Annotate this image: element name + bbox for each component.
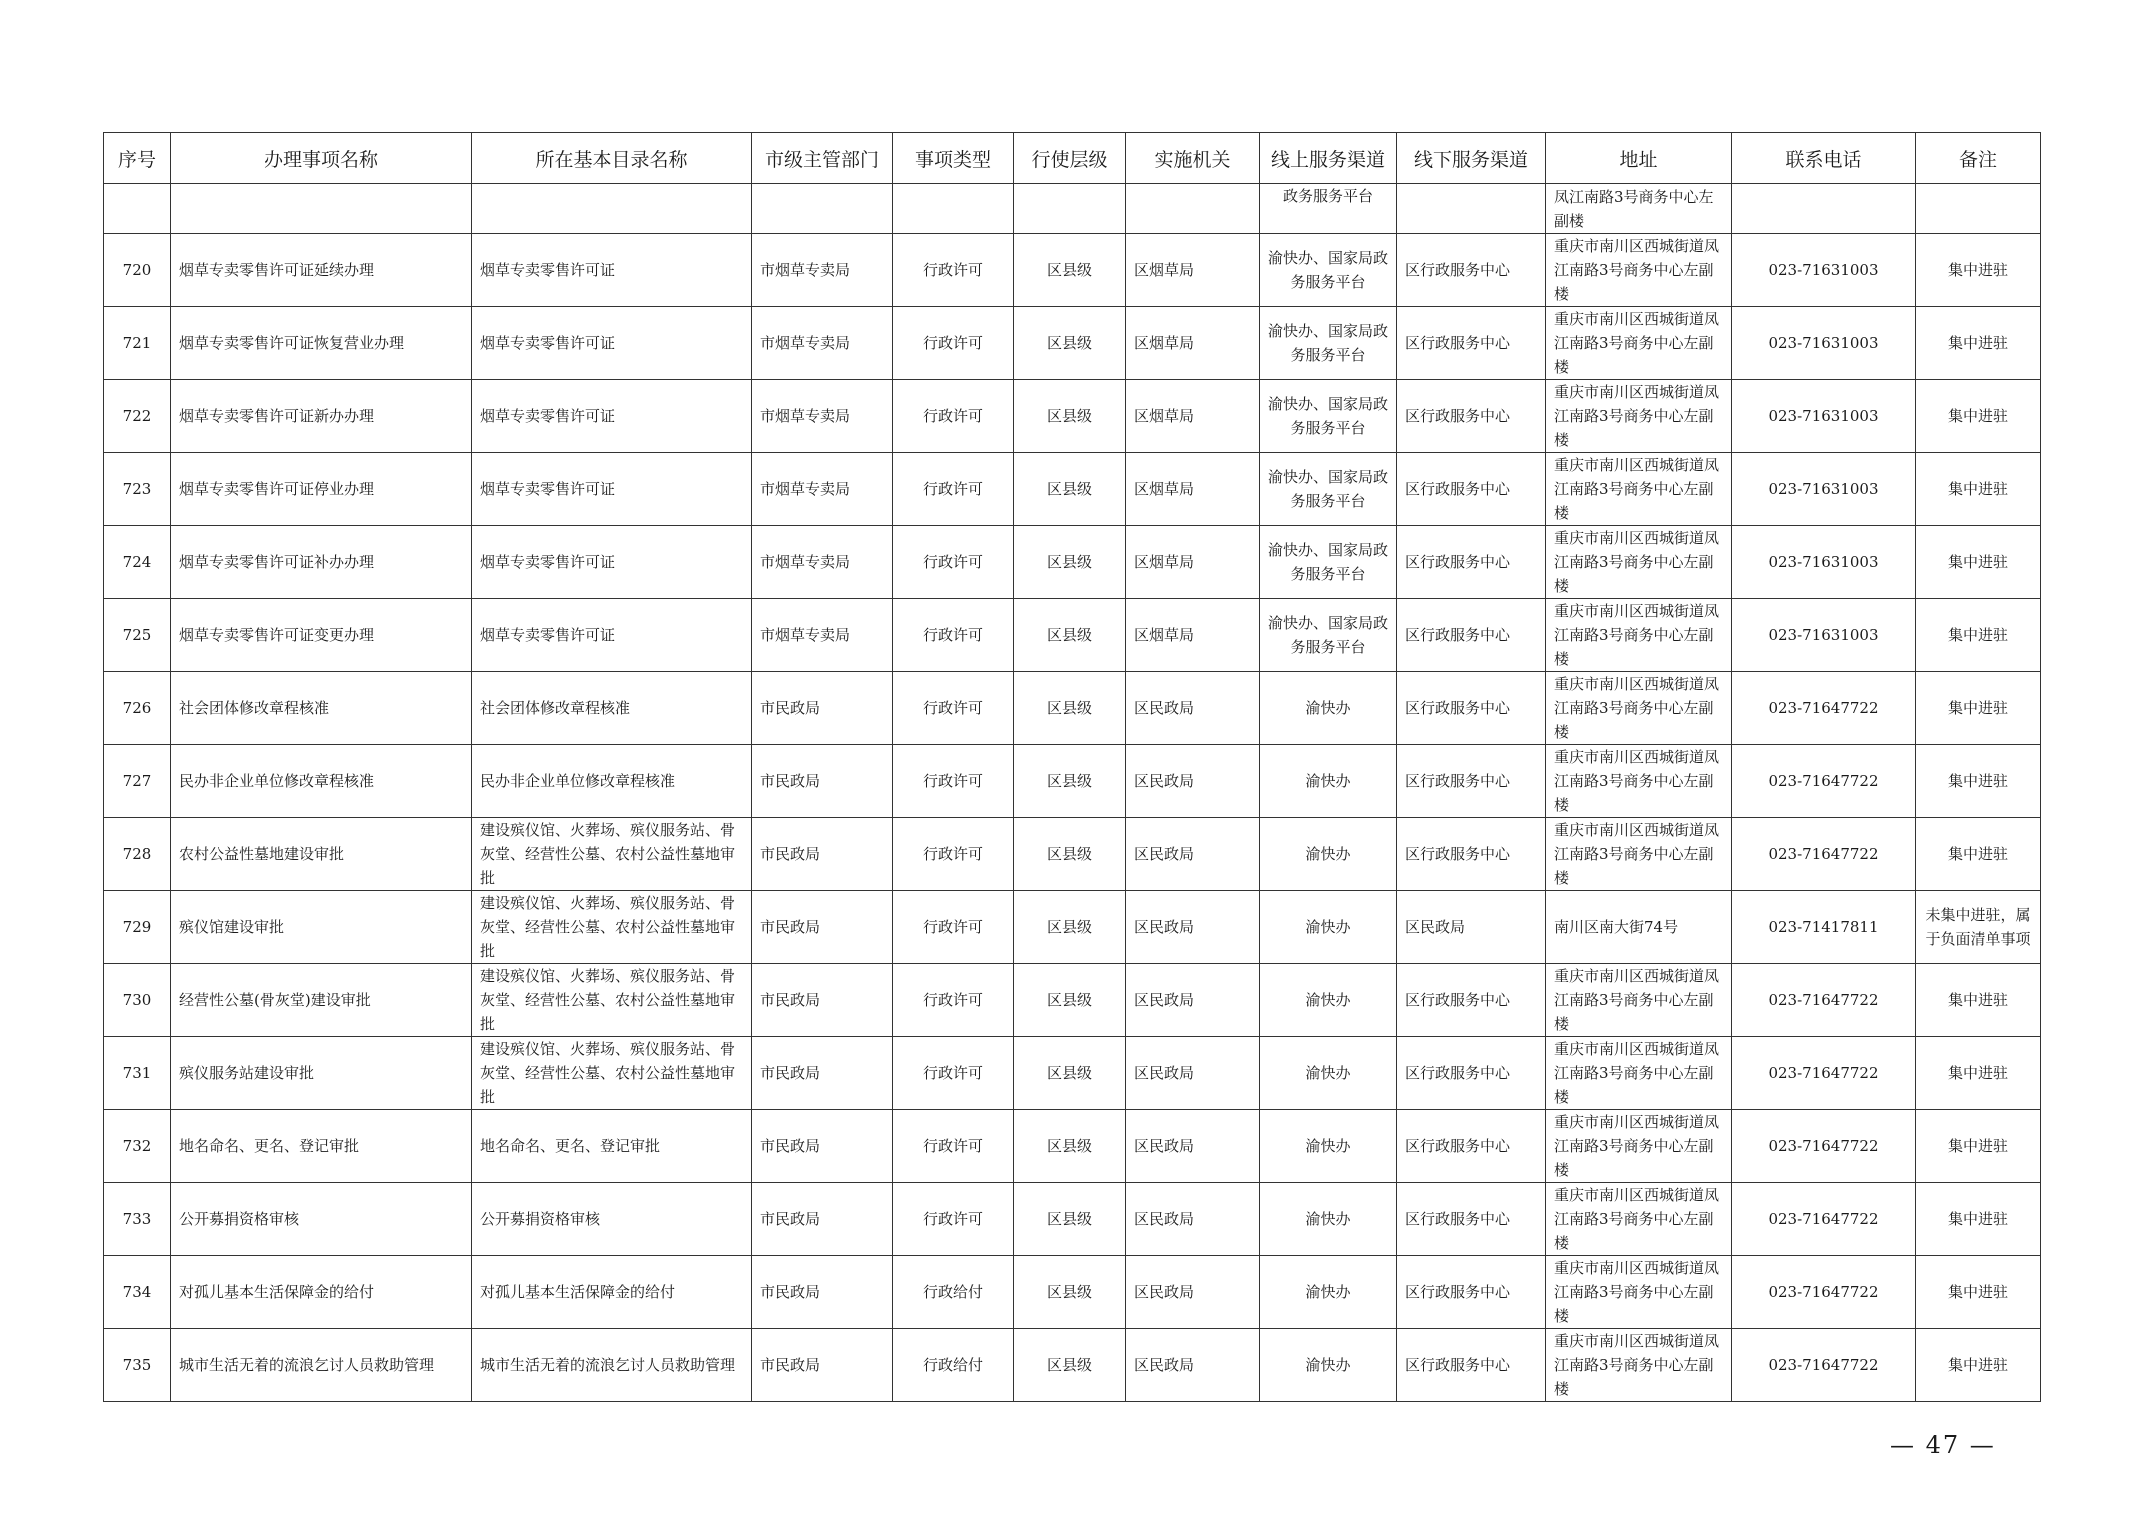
cell-note: 集中进驻	[1916, 1329, 2041, 1402]
cell-item-type: 行政许可	[893, 526, 1014, 599]
cell-no: 725	[104, 599, 171, 672]
page-number: — 47 —	[1890, 1431, 1996, 1459]
cell-level: 区县级	[1014, 818, 1126, 891]
header-no: 序号	[104, 133, 171, 184]
cell-online-channel: 渝快办	[1260, 1256, 1397, 1329]
cell-catalog-name: 烟草专卖零售许可证	[472, 599, 752, 672]
cell-city-dept: 市民政局	[752, 891, 893, 964]
cell-phone: 023-71631003	[1732, 599, 1916, 672]
header-city-dept: 市级主管部门	[752, 133, 893, 184]
cell-address: 南川区南大街74号	[1546, 891, 1732, 964]
cell-note: 集中进驻	[1916, 599, 2041, 672]
header-phone: 联系电话	[1732, 133, 1916, 184]
cell-online-channel: 渝快办、国家局政务服务平台	[1260, 599, 1397, 672]
cell-level: 区县级	[1014, 234, 1126, 307]
table-row	[104, 1183, 2041, 1256]
cell-phone: 023-71417811	[1732, 891, 1916, 964]
cell-online-channel: 渝快办、国家局政务服务平台	[1260, 453, 1397, 526]
cell-address: 重庆市南川区西城街道凤江南路3号商务中心左副楼	[1546, 818, 1732, 891]
cell-item-name: 农村公益性墓地建设审批	[171, 818, 472, 891]
cell-phone: 023-71631003	[1732, 526, 1916, 599]
cell-level: 区县级	[1014, 1256, 1126, 1329]
header-address: 地址	[1546, 133, 1732, 184]
cell-level: 区县级	[1014, 672, 1126, 745]
cell-online-channel: 渝快办	[1260, 1110, 1397, 1183]
cell-offline-channel: 区行政服务中心	[1397, 234, 1546, 307]
cell-address: 重庆市南川区西城街道凤江南路3号商务中心左副楼	[1546, 745, 1732, 818]
cell-no: 720	[104, 234, 171, 307]
cell-agency: 区民政局	[1126, 1256, 1260, 1329]
cell-catalog-name: 建设殡仪馆、火葬场、殡仪服务站、骨灰堂、经营性公墓、农村公益性墓地审批	[472, 818, 752, 891]
table-row	[104, 672, 2041, 745]
cell-catalog-name: 烟草专卖零售许可证	[472, 526, 752, 599]
cell-address: 重庆市南川区西城街道凤江南路3号商务中心左副楼	[1546, 453, 1732, 526]
cell-catalog-name: 烟草专卖零售许可证	[472, 307, 752, 380]
cell-item-name: 烟草专卖零售许可证恢复营业办理	[171, 307, 472, 380]
cell-agency: 区民政局	[1126, 1110, 1260, 1183]
cell-item-type: 行政许可	[893, 599, 1014, 672]
cell-no: 735	[104, 1329, 171, 1402]
cell-city-dept: 市烟草专卖局	[752, 526, 893, 599]
service-items-table	[103, 132, 2041, 1402]
cell-item-type: 行政给付	[893, 1256, 1014, 1329]
cell-catalog-name: 城市生活无着的流浪乞讨人员救助管理	[472, 1329, 752, 1402]
cell-offline-channel: 区行政服务中心	[1397, 1037, 1546, 1110]
cell-phone: 023-71631003	[1732, 307, 1916, 380]
table-row	[104, 380, 2041, 453]
cell-item-type: 行政许可	[893, 818, 1014, 891]
cell-catalog-name: 对孤儿基本生活保障金的给付	[472, 1256, 752, 1329]
cell-empty	[104, 184, 171, 234]
cell-item-type: 行政许可	[893, 672, 1014, 745]
cell-city-dept: 市烟草专卖局	[752, 380, 893, 453]
cell-address: 重庆市南川区西城街道凤江南路3号商务中心左副楼	[1546, 964, 1732, 1037]
cell-catalog-name: 民办非企业单位修改章程核准	[472, 745, 752, 818]
cell-item-type: 行政许可	[893, 453, 1014, 526]
cell-empty	[1397, 184, 1546, 234]
cell-item-type: 行政许可	[893, 1183, 1014, 1256]
table-row	[104, 745, 2041, 818]
cell-city-dept: 市民政局	[752, 1256, 893, 1329]
cell-item-name: 公开募捐资格审核	[171, 1183, 472, 1256]
cell-level: 区县级	[1014, 1183, 1126, 1256]
cell-note: 集中进驻	[1916, 1256, 2041, 1329]
table-row	[104, 818, 2041, 891]
cell-no: 721	[104, 307, 171, 380]
cell-note: 集中进驻	[1916, 1037, 2041, 1110]
cell-agency: 区民政局	[1126, 745, 1260, 818]
cell-item-type: 行政许可	[893, 745, 1014, 818]
cell-empty	[752, 184, 893, 234]
cell-offline-channel: 区行政服务中心	[1397, 964, 1546, 1037]
cell-item-name: 烟草专卖零售许可证停业办理	[171, 453, 472, 526]
cell-catalog-name: 建设殡仪馆、火葬场、殡仪服务站、骨灰堂、经营性公墓、农村公益性墓地审批	[472, 1037, 752, 1110]
cell-phone: 023-71647722	[1732, 1329, 1916, 1402]
cell-empty	[893, 184, 1014, 234]
cell-address: 重庆市南川区西城街道凤江南路3号商务中心左副楼	[1546, 1110, 1732, 1183]
cell-online-channel: 渝快办	[1260, 891, 1397, 964]
cell-agency: 区烟草局	[1126, 599, 1260, 672]
cell-agency: 区烟草局	[1126, 380, 1260, 453]
cell-catalog-name: 建设殡仪馆、火葬场、殡仪服务站、骨灰堂、经营性公墓、农村公益性墓地审批	[472, 891, 752, 964]
cell-address: 重庆市南川区西城街道凤江南路3号商务中心左副楼	[1546, 380, 1732, 453]
cell-agency: 区民政局	[1126, 1037, 1260, 1110]
cell-agency: 区民政局	[1126, 891, 1260, 964]
cell-phone: 023-71647722	[1732, 1256, 1916, 1329]
table-row	[104, 1037, 2041, 1110]
cell-empty	[1916, 184, 2041, 234]
cell-level: 区县级	[1014, 964, 1126, 1037]
cell-no: 731	[104, 1037, 171, 1110]
cell-note: 集中进驻	[1916, 745, 2041, 818]
cell-note: 集中进驻	[1916, 453, 2041, 526]
cell-no: 723	[104, 453, 171, 526]
cell-online-channel: 渝快办	[1260, 1037, 1397, 1110]
cell-offline-channel: 区行政服务中心	[1397, 380, 1546, 453]
cell-phone: 023-71631003	[1732, 234, 1916, 307]
header-item-type: 事项类型	[893, 133, 1014, 184]
cell-phone: 023-71647722	[1732, 818, 1916, 891]
cell-item-type: 行政许可	[893, 307, 1014, 380]
cell-city-dept: 市烟草专卖局	[752, 234, 893, 307]
table-row	[104, 234, 2041, 307]
cell-catalog-name: 建设殡仪馆、火葬场、殡仪服务站、骨灰堂、经营性公墓、农村公益性墓地审批	[472, 964, 752, 1037]
cell-offline-channel: 区行政服务中心	[1397, 818, 1546, 891]
cell-agency: 区民政局	[1126, 1329, 1260, 1402]
header-catalog-name: 所在基本目录名称	[472, 133, 752, 184]
cell-offline-channel: 区行政服务中心	[1397, 745, 1546, 818]
header-item-name: 办理事项名称	[171, 133, 472, 184]
cell-level: 区县级	[1014, 745, 1126, 818]
cell-no: 728	[104, 818, 171, 891]
cell-online-channel: 渝快办	[1260, 964, 1397, 1037]
cell-level: 区县级	[1014, 599, 1126, 672]
cell-city-dept: 市烟草专卖局	[752, 453, 893, 526]
cell-item-type: 行政许可	[893, 964, 1014, 1037]
cell-phone: 023-71647722	[1732, 1037, 1916, 1110]
table-row	[104, 964, 2041, 1037]
cell-level: 区县级	[1014, 1329, 1126, 1402]
cell-note: 集中进驻	[1916, 307, 2041, 380]
cell-level: 区县级	[1014, 526, 1126, 599]
cell-offline-channel: 区民政局	[1397, 891, 1546, 964]
cell-no: 727	[104, 745, 171, 818]
cell-phone: 023-71647722	[1732, 1183, 1916, 1256]
cell-item-name: 烟草专卖零售许可证补办办理	[171, 526, 472, 599]
cell-agency: 区烟草局	[1126, 307, 1260, 380]
cell-online-channel: 渝快办	[1260, 745, 1397, 818]
cell-note: 集中进驻	[1916, 234, 2041, 307]
cell-item-name: 对孤儿基本生活保障金的给付	[171, 1256, 472, 1329]
cell-no: 722	[104, 380, 171, 453]
cell-offline-channel: 区行政服务中心	[1397, 672, 1546, 745]
cell-address: 重庆市南川区西城街道凤江南路3号商务中心左副楼	[1546, 672, 1732, 745]
header-level: 行使层级	[1014, 133, 1126, 184]
cell-item-name: 烟草专卖零售许可证新办办理	[171, 380, 472, 453]
cell-city-dept: 市烟草专卖局	[752, 599, 893, 672]
cell-item-type: 行政给付	[893, 1329, 1014, 1402]
table-row	[104, 1329, 2041, 1402]
table-row	[104, 599, 2041, 672]
cell-address: 重庆市南川区西城街道凤江南路3号商务中心左副楼	[1546, 526, 1732, 599]
cell-item-name: 烟草专卖零售许可证变更办理	[171, 599, 472, 672]
table-row-continued	[104, 184, 2041, 234]
cell-city-dept: 市民政局	[752, 745, 893, 818]
cell-city-dept: 市烟草专卖局	[752, 307, 893, 380]
cell-item-type: 行政许可	[893, 1110, 1014, 1183]
cell-city-dept: 市民政局	[752, 1110, 893, 1183]
table-row	[104, 1110, 2041, 1183]
cell-address: 凤江南路3号商务中心左副楼	[1546, 184, 1732, 234]
header-offline-channel: 线下服务渠道	[1397, 133, 1546, 184]
cell-note: 集中进驻	[1916, 1110, 2041, 1183]
cell-item-type: 行政许可	[893, 891, 1014, 964]
cell-catalog-name: 公开募捐资格审核	[472, 1183, 752, 1256]
cell-offline-channel: 区行政服务中心	[1397, 1329, 1546, 1402]
table-row	[104, 307, 2041, 380]
cell-agency: 区烟草局	[1126, 526, 1260, 599]
cell-empty	[1014, 184, 1126, 234]
cell-online-channel: 渝快办、国家局政务服务平台	[1260, 380, 1397, 453]
cell-online-channel: 渝快办	[1260, 1183, 1397, 1256]
cell-online-channel: 渝快办	[1260, 1329, 1397, 1402]
cell-catalog-name: 地名命名、更名、登记审批	[472, 1110, 752, 1183]
cell-item-name: 经营性公墓(骨灰堂)建设审批	[171, 964, 472, 1037]
cell-phone: 023-71647722	[1732, 1110, 1916, 1183]
table-row	[104, 526, 2041, 599]
header-note: 备注	[1916, 133, 2041, 184]
cell-empty	[472, 184, 752, 234]
cell-no: 726	[104, 672, 171, 745]
cell-note: 未集中进驻，属于负面清单事项	[1916, 891, 2041, 964]
cell-phone: 023-71631003	[1732, 380, 1916, 453]
cell-item-name: 殡仪馆建设审批	[171, 891, 472, 964]
cell-online-channel: 渝快办、国家局政务服务平台	[1260, 234, 1397, 307]
service-items-table-container	[103, 132, 2040, 1402]
header-agency: 实施机关	[1126, 133, 1260, 184]
cell-city-dept: 市民政局	[752, 964, 893, 1037]
cell-level: 区县级	[1014, 453, 1126, 526]
cell-phone: 023-71647722	[1732, 745, 1916, 818]
cell-agency: 区民政局	[1126, 964, 1260, 1037]
cell-item-name: 城市生活无着的流浪乞讨人员救助管理	[171, 1329, 472, 1402]
cell-item-name: 殡仪服务站建设审批	[171, 1037, 472, 1110]
cell-address: 重庆市南川区西城街道凤江南路3号商务中心左副楼	[1546, 1256, 1732, 1329]
cell-phone: 023-71647722	[1732, 672, 1916, 745]
cell-city-dept: 市民政局	[752, 1183, 893, 1256]
table-row	[104, 453, 2041, 526]
cell-city-dept: 市民政局	[752, 1037, 893, 1110]
cell-item-type: 行政许可	[893, 234, 1014, 307]
cell-offline-channel: 区行政服务中心	[1397, 307, 1546, 380]
cell-no: 732	[104, 1110, 171, 1183]
cell-note: 集中进驻	[1916, 526, 2041, 599]
cell-online-channel: 渝快办	[1260, 818, 1397, 891]
table-row	[104, 1256, 2041, 1329]
cell-empty	[1126, 184, 1260, 234]
cell-note: 集中进驻	[1916, 818, 2041, 891]
cell-address: 重庆市南川区西城街道凤江南路3号商务中心左副楼	[1546, 1037, 1732, 1110]
cell-online-channel: 政务服务平台	[1260, 184, 1397, 234]
cell-note: 集中进驻	[1916, 672, 2041, 745]
cell-level: 区县级	[1014, 891, 1126, 964]
cell-item-type: 行政许可	[893, 1037, 1014, 1110]
cell-agency: 区民政局	[1126, 1183, 1260, 1256]
cell-city-dept: 市民政局	[752, 818, 893, 891]
cell-level: 区县级	[1014, 380, 1126, 453]
cell-address: 重庆市南川区西城街道凤江南路3号商务中心左副楼	[1546, 599, 1732, 672]
cell-offline-channel: 区行政服务中心	[1397, 526, 1546, 599]
cell-city-dept: 市民政局	[752, 1329, 893, 1402]
cell-catalog-name: 烟草专卖零售许可证	[472, 234, 752, 307]
cell-item-name: 地名命名、更名、登记审批	[171, 1110, 472, 1183]
cell-online-channel: 渝快办、国家局政务服务平台	[1260, 307, 1397, 380]
cell-agency: 区烟草局	[1126, 453, 1260, 526]
cell-offline-channel: 区行政服务中心	[1397, 453, 1546, 526]
cell-no: 730	[104, 964, 171, 1037]
cell-note: 集中进驻	[1916, 380, 2041, 453]
cell-phone: 023-71631003	[1732, 453, 1916, 526]
cell-address: 重庆市南川区西城街道凤江南路3号商务中心左副楼	[1546, 1329, 1732, 1402]
cell-empty	[1732, 184, 1916, 234]
cell-agency: 区烟草局	[1126, 234, 1260, 307]
cell-level: 区县级	[1014, 307, 1126, 380]
cell-no: 733	[104, 1183, 171, 1256]
table-header	[104, 133, 2041, 184]
cell-address: 重庆市南川区西城街道凤江南路3号商务中心左副楼	[1546, 1183, 1732, 1256]
cell-address: 重庆市南川区西城街道凤江南路3号商务中心左副楼	[1546, 234, 1732, 307]
cell-empty	[171, 184, 472, 234]
cell-no: 734	[104, 1256, 171, 1329]
cell-agency: 区民政局	[1126, 818, 1260, 891]
table-row	[104, 891, 2041, 964]
cell-phone: 023-71647722	[1732, 964, 1916, 1037]
cell-note: 集中进驻	[1916, 1183, 2041, 1256]
cell-city-dept: 市民政局	[752, 672, 893, 745]
cell-online-channel: 渝快办、国家局政务服务平台	[1260, 526, 1397, 599]
cell-offline-channel: 区行政服务中心	[1397, 1256, 1546, 1329]
cell-online-channel: 渝快办	[1260, 672, 1397, 745]
cell-offline-channel: 区行政服务中心	[1397, 1110, 1546, 1183]
cell-level: 区县级	[1014, 1037, 1126, 1110]
table-body	[104, 184, 2041, 1402]
cell-no: 729	[104, 891, 171, 964]
cell-catalog-name: 烟草专卖零售许可证	[472, 380, 752, 453]
cell-item-name: 社会团体修改章程核准	[171, 672, 472, 745]
cell-item-type: 行政许可	[893, 380, 1014, 453]
cell-item-name: 烟草专卖零售许可证延续办理	[171, 234, 472, 307]
cell-catalog-name: 烟草专卖零售许可证	[472, 453, 752, 526]
header-row	[104, 133, 2041, 184]
header-online-channel: 线上服务渠道	[1260, 133, 1397, 184]
cell-no: 724	[104, 526, 171, 599]
cell-offline-channel: 区行政服务中心	[1397, 599, 1546, 672]
cell-agency: 区民政局	[1126, 672, 1260, 745]
cell-offline-channel: 区行政服务中心	[1397, 1183, 1546, 1256]
cell-note: 集中进驻	[1916, 964, 2041, 1037]
cell-catalog-name: 社会团体修改章程核准	[472, 672, 752, 745]
cell-item-name: 民办非企业单位修改章程核准	[171, 745, 472, 818]
cell-address: 重庆市南川区西城街道凤江南路3号商务中心左副楼	[1546, 307, 1732, 380]
cell-level: 区县级	[1014, 1110, 1126, 1183]
